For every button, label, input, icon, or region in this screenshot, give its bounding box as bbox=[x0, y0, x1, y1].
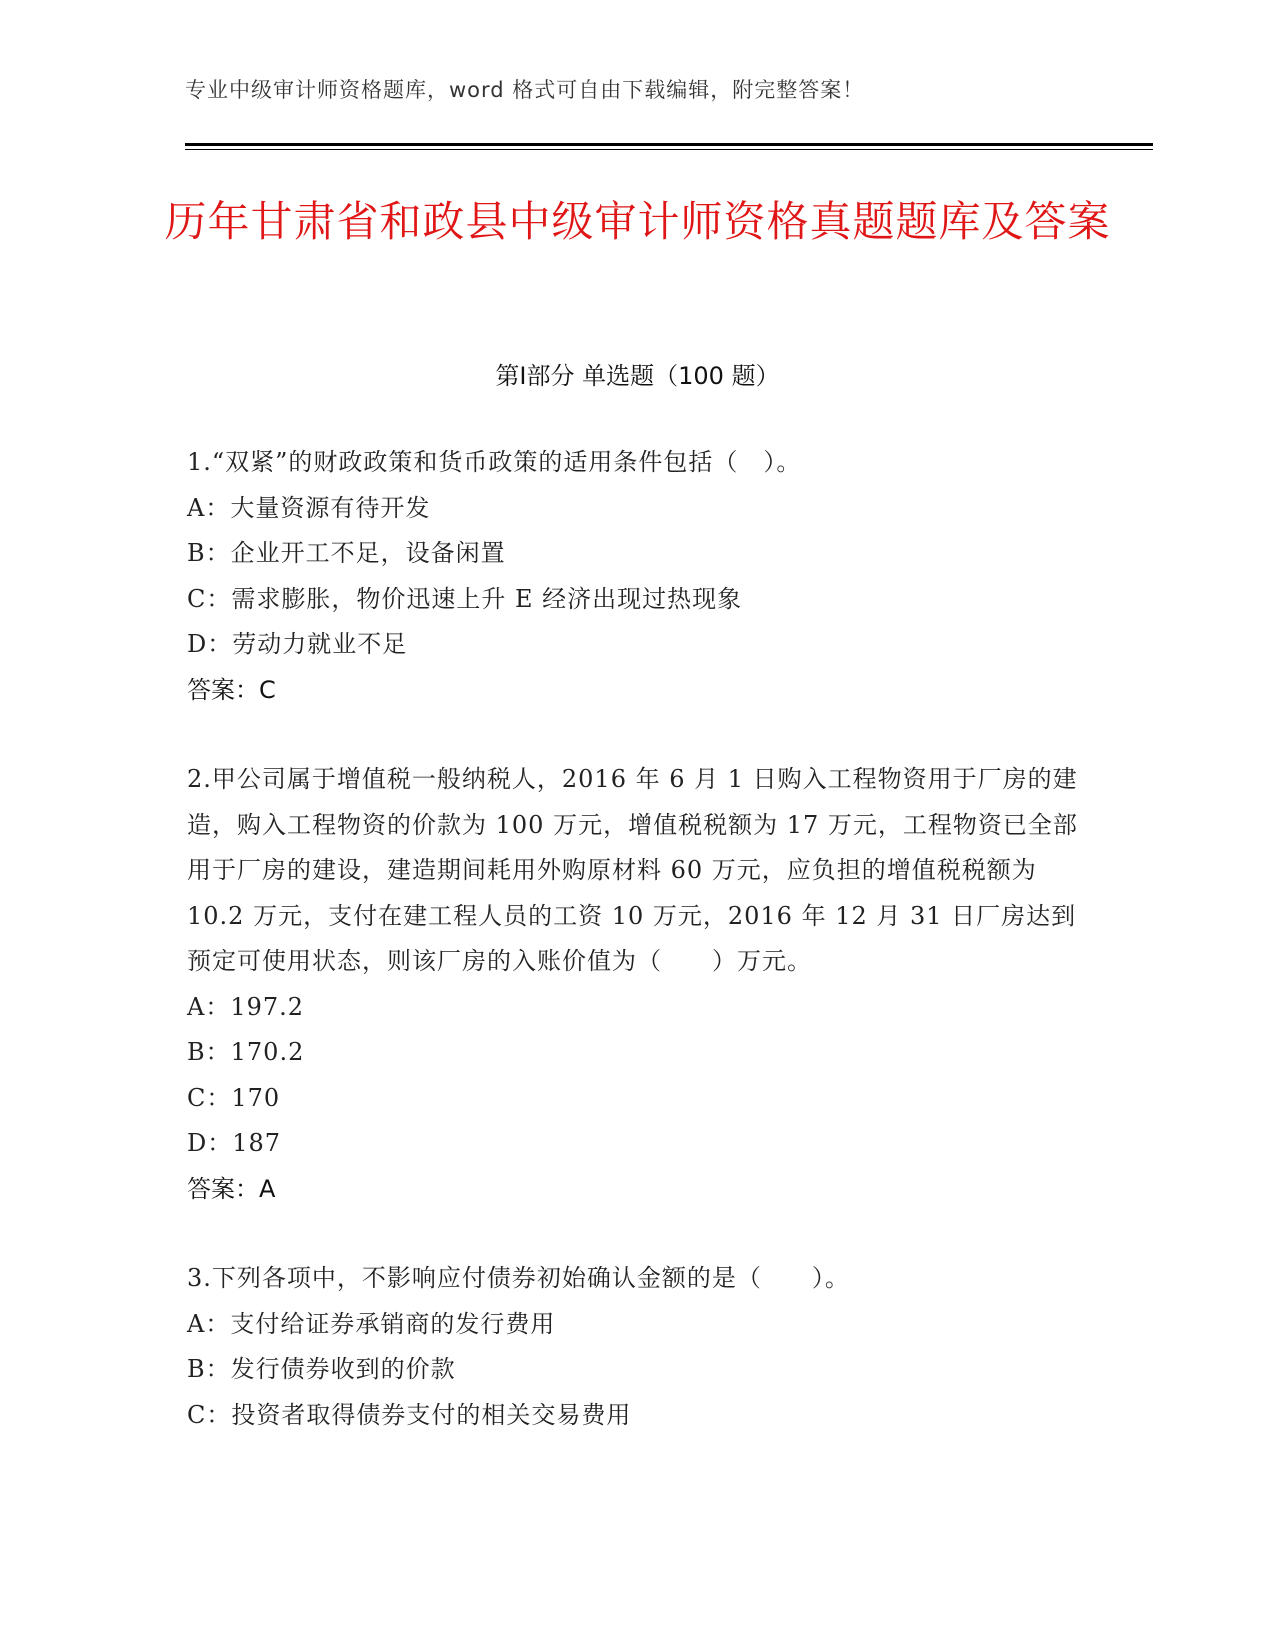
question-text: 1.“双紧”的财政政策和货币政策的适用条件包括（ ）。 bbox=[187, 448, 802, 476]
option-a: A：大量资源有待开发 bbox=[187, 493, 431, 522]
option-d: D：187 bbox=[187, 1129, 282, 1157]
option-b: B：170.2 bbox=[187, 1038, 305, 1066]
document-title: 历年甘肃省和政县中级审计师资格真题题库及答案 bbox=[164, 197, 1111, 246]
option-c: C：170 bbox=[187, 1083, 281, 1112]
header-rule-thin bbox=[185, 149, 1153, 150]
option-c: C：需求膨胀，物价迅速上升 E 经济出现过热现象 bbox=[187, 584, 743, 613]
option-a: A：197.2 bbox=[187, 992, 305, 1021]
question-2 bbox=[187, 757, 1087, 1212]
question-3 bbox=[187, 1256, 1087, 1438]
header-note: 专业中级审计师资格题库，word 格式可自由下载编辑，附完整答案！ bbox=[185, 78, 865, 102]
option-d: D：劳动力就业不足 bbox=[187, 630, 408, 658]
question-1 bbox=[187, 440, 1087, 713]
section-title: 第Ⅰ部分 单选题（100 题） bbox=[495, 362, 780, 390]
header-rule-thick bbox=[185, 143, 1153, 146]
question-text: 3.下列各项中，不影响应付债券初始确认金额的是（ ）。 bbox=[187, 1264, 850, 1292]
option-c: C：投资者取得债券支付的相关交易费用 bbox=[187, 1400, 632, 1429]
option-b: B：企业开工不足，设备闲置 bbox=[187, 539, 506, 567]
option-b: B：发行债券收到的价款 bbox=[187, 1355, 456, 1383]
answer: 答案：A bbox=[187, 1174, 276, 1203]
question-text: 2.甲公司属于增值税一般纳税人，2016 年 6 月 1 日购入工程物资用于厂房的建造，购入工程物资的价款为 100 万元，增值税税额为 17 万元，工程物资已全部用于厂房的建设，建造期间耗用外购原材料 60 万元，应负担的增值税税额为 10.2 万元，支付在建工程人员的工资 10 万元，2016 年 12 月 31 日厂房达到预定可使用状态，则该厂房的入账价值为（ ）万元。 bbox=[187, 765, 1078, 975]
answer: 答案：C bbox=[187, 675, 276, 704]
question-list bbox=[187, 440, 1087, 1482]
option-a: A：支付给证券承销商的发行费用 bbox=[187, 1309, 556, 1338]
